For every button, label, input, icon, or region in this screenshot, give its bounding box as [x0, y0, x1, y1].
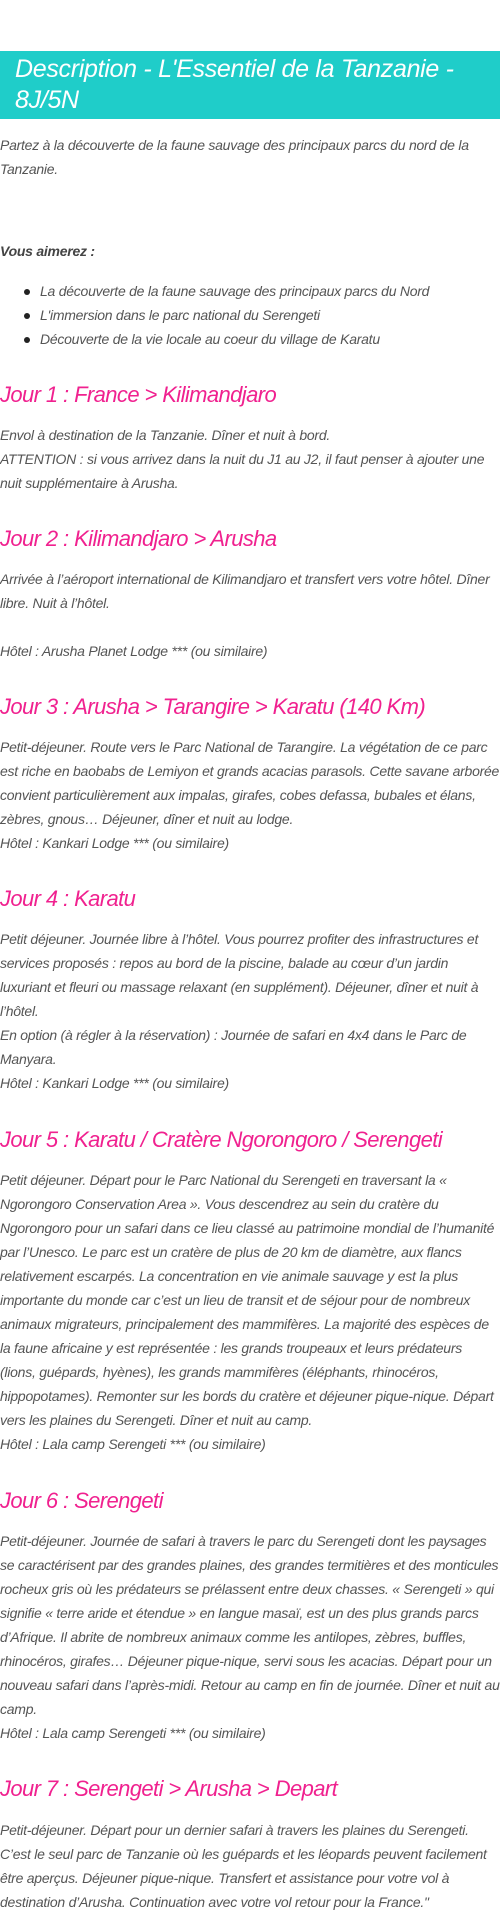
day-body-1: Envol à destination de la Tanzanie. Dîner et nuit à bord. ATTENTION : si vous arrivez dans la nuit du J1 au J2, il faut penser à ajouter une nuit supplémentaire à Arusha. — [0, 427, 485, 491]
day-title-3: Jour 3 : Arusha > Tarangire > Karatu (140 Km) — [0, 694, 426, 719]
day-title-5: Jour 5 : Karatu / Cratère Ngorongoro / Serengeti — [0, 1127, 443, 1152]
intro-text: Partez à la découverte de la faune sauvage des principaux parcs du nord de la Tanzanie. — [0, 137, 469, 177]
highlights-heading: Vous aimerez : — [0, 243, 95, 259]
day-body-6: Petit-déjeuner. Journée de safari à travers le parc du Serengeti dont les paysages se caractérisent par des grandes plaines, des grandes termitières et des monticules rocheux gris où les prédateurs se prélassent entre deux chasses. « Serengeti » qui signifie « terre aride et étendue » en langue masaï, est un des plus grands parcs d’Afrique. Il abrite de nombreux animaux comme les antilopes, zèbres, buffles, rhinocéros, girafes… Déjeuner pique-nique, servi sous les acacias. Départ pour un nouveau safari dans l’après-midi. Retour au camp en fin de journée. Dîner et nuit au camp. Hôtel : Lala camp Serengeti *** (ou similaire) — [0, 1533, 500, 1741]
day-title-2: Jour 2 : Kilimandjaro > Arusha — [0, 526, 277, 551]
day-hotel-2: Hôtel : Arusha Planet Lodge *** (ou similaire) — [0, 643, 268, 659]
day-title-6: Jour 6 : Serengeti — [0, 1488, 163, 1513]
day-title-4: Jour 4 : Karatu — [0, 886, 136, 911]
day-body-4: Petit déjeuner. Journée libre à l’hôtel. Vous pourrez profiter des infrastructures et services proposés : repos au bord de la piscine, balade au cœur d’un jardin luxuriant et fleuri ou massage relaxant (en supplément). Déjeuner, dîner et nuit à l’hôtel. En option (à régler à la réservation) : Journée de safari en 4x4 dans le Parc de Manyara. Hôtel : Kankari Lodge *** (ou similaire) — [0, 931, 479, 1091]
day-body-7: Petit-déjeuner. Départ pour un dernier safari à travers les plaines du Serengeti. C’est le seul parc de Tanzanie où les guépards et les léopards peuvent facilement être aperçus. Déjeuner pique-nique. Transfert et assistance pour votre vol à destination d’Arusha. Continuation avec votre vol retour pour la France." — [0, 1822, 487, 1910]
day-body-5: Petit déjeuner. Départ pour le Parc National du Serengeti en traversant la « Ngorongoro Conservation Area ». Vous descendrez au sein du cratère du Ngorongoro pour un safari dans ce lieu classé au patrimoine mondial de l’humanité par l’Unesco. Le parc est un cratère de plus de 20 km de diamètre, aux flancs relativement escarpés. La concentration en vie animale sauvage y est la plus importante du monde car c’est un lieu de transit et de séjour pour de nombreux animaux migrateurs, principalement des mammifères. La majorité des espèces de la faune africaine y est représentée : les grands troupeaux et leurs prédateurs (lions, guépards, hyènes), les grands mammifères (éléphants, rhinocéros, hippopotames). Remonter sur les bords du cratère et déjeuner pique-nique. Départ vers les plaines du Serengeti. Dîner et nuit au camp. Hôtel : Lala camp Serengeti *** (ou similaire) — [0, 1172, 495, 1452]
description-banner — [0, 51, 500, 119]
highlight-item: L'immersion dans le parc national du Serengeti — [0, 303, 500, 327]
day-title-7: Jour 7 : Serengeti > Arusha > Depart — [0, 1776, 338, 1801]
highlight-item: Découverte de la vie locale au coeur du village de Karatu — [0, 327, 500, 351]
day-body-3: Petit-déjeuner. Route vers le Parc National de Tarangire. La végétation de ce parc est riche en baobabs de Lemiyon et grands acacias parasols. Cette savane arborée convient particulièrement aux impalas, girafes, cobes defassa, bubales et élans, zèbres, gnous… Déjeuner, dîner et nuit au lodge. Hôtel : Kankari Lodge *** (ou similaire) — [0, 739, 500, 851]
day-title-1: Jour 1 : France > Kilimandjaro — [0, 382, 277, 407]
banner-title: Description - L'Essentiel de la Tanzanie - 8J/5N — [15, 55, 454, 114]
day-body-2: Arrivée à l’aéroport international de Kilimandjaro et transfert vers votre hôtel. Dîner libre. Nuit à l’hôtel. — [0, 571, 490, 611]
highlights-list — [0, 279, 500, 351]
highlight-item: La découverte de la faune sauvage des principaux parcs du Nord — [0, 279, 500, 303]
